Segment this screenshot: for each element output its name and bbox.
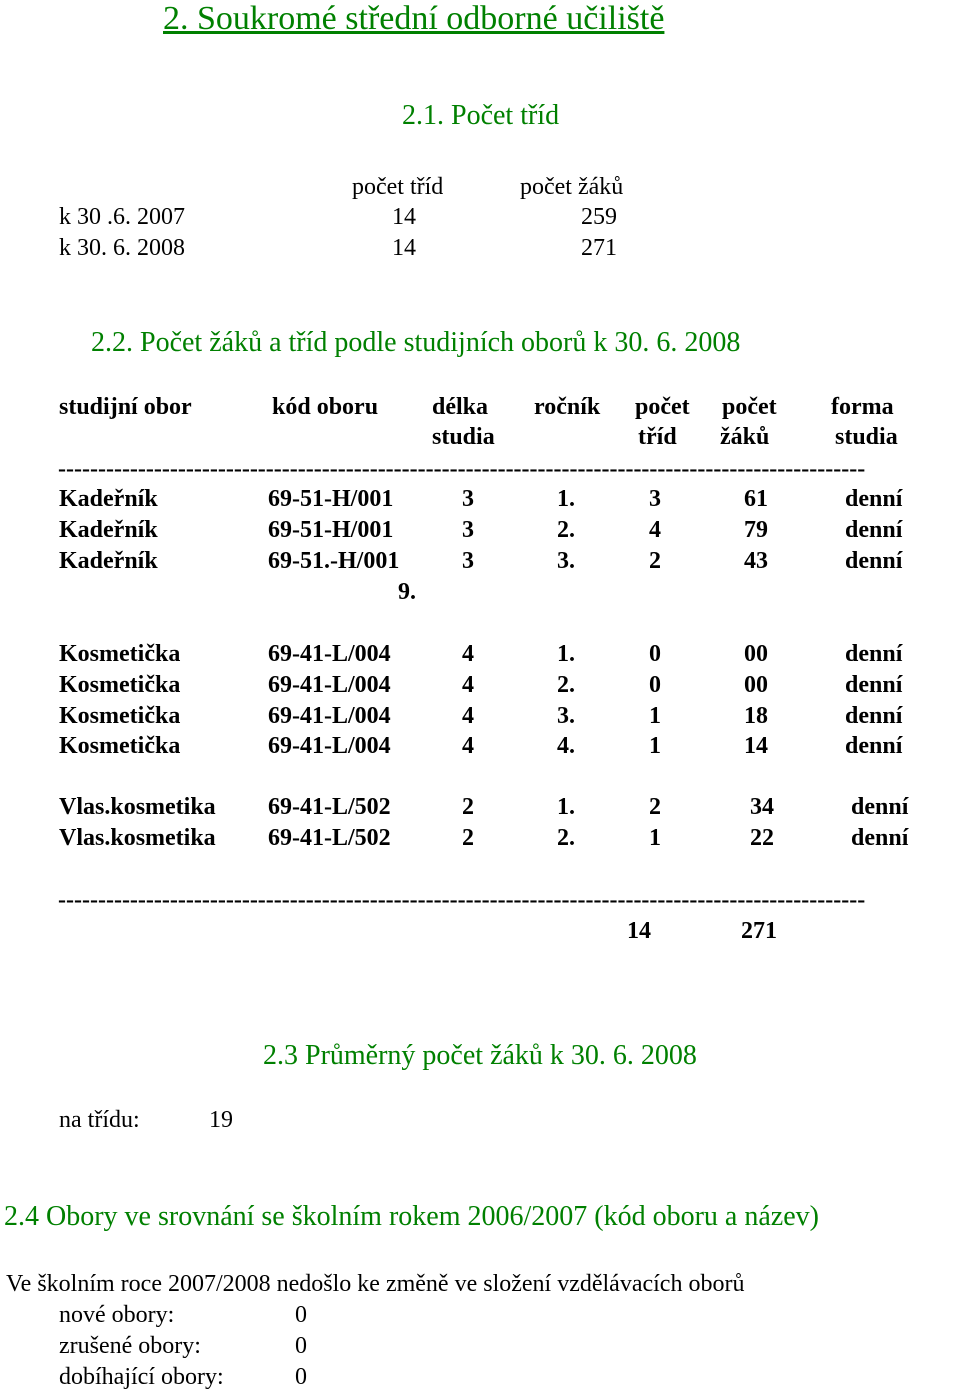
table-cell-trid: 4 [649,517,661,543]
col-header-delka: délka [432,394,489,420]
count-row-classes: 14 [392,204,416,230]
table-cell-trid: 2 [649,548,661,574]
table-cell-kod: 69-51-H/001 [268,486,394,512]
table-cell-forma: denní [845,517,903,543]
table-cell-trid: 1 [649,703,661,729]
table-cell-obor: Kosmetička [59,672,181,698]
col-header-kod: kód oboru [272,394,379,420]
table-cell-rocnik: 2. [557,672,575,698]
count-row-classes: 14 [392,235,416,261]
col-header-pocet-trid: počet [635,394,690,420]
stray-note: 9. [398,579,416,605]
table-cell-kod: 69-51.-H/001 [268,548,400,574]
obory-value: 0 [295,1302,307,1328]
table-cell-zaku: 34 [750,794,774,820]
table-cell-kod: 69-51-H/001 [268,517,394,543]
table-cell-delka: 4 [462,703,474,729]
col-header-obor: studijní obor [59,394,192,420]
table-cell-forma: denní [845,672,903,698]
section-2-4-text: Ve školním roce 2007/2008 nedošlo ke změně ve složení vzdělávacích oborů [6,1271,745,1297]
total-zaku: 271 [741,918,777,944]
table-cell-rocnik: 2. [557,517,575,543]
col-header-forma-studia: studia [835,424,898,450]
table-cell-trid: 1 [649,825,661,851]
table-cell-zaku: 22 [750,825,774,851]
table-cell-rocnik: 2. [557,825,575,851]
section-heading-2-1: 2.1. Počet tříd [402,100,560,131]
average-label: na třídu: [59,1107,140,1133]
header-pocet-zaku: počet žáků [520,174,624,200]
header-pocet-trid: počet tříd [352,174,444,200]
table-cell-forma: denní [851,794,909,820]
table-cell-trid: 3 [649,486,661,512]
table-cell-kod: 69-41-L/502 [268,794,391,820]
table-cell-delka: 4 [462,672,474,698]
table-cell-rocnik: 1. [557,486,575,512]
table-cell-obor: Kosmetička [59,641,181,667]
page-title: 2. Soukromé střední odborné učiliště [163,0,665,37]
table-cell-delka: 3 [462,548,474,574]
table-cell-delka: 2 [462,794,474,820]
table-cell-obor: Kadeřník [59,486,158,512]
table-cell-obor: Vlas.kosmetika [59,825,216,851]
obory-value: 0 [295,1333,307,1359]
table-cell-trid: 0 [649,641,661,667]
table-cell-obor: Kadeřník [59,517,158,543]
table-cell-trid: 0 [649,672,661,698]
table-cell-delka: 4 [462,733,474,759]
table-cell-delka: 3 [462,517,474,543]
col-header-rocnik: ročník [534,394,601,420]
separator-line: ----------------------------------------------------------------------------------------------------- [58,456,866,482]
table-cell-forma: denní [851,825,909,851]
separator-line: ----------------------------------------------------------------------------------------------------- [58,887,866,913]
count-row-date: k 30. 6. 2008 [59,235,185,261]
col-header-trid: tříd [638,424,677,450]
table-cell-delka: 4 [462,641,474,667]
table-cell-trid: 1 [649,733,661,759]
count-row-date: k 30 .6. 2007 [59,204,185,230]
table-cell-forma: denní [845,733,903,759]
table-cell-rocnik: 4. [557,733,575,759]
count-row-students: 271 [581,235,617,261]
col-header-delka-studia: studia [432,424,495,450]
table-cell-kod: 69-41-L/004 [268,672,391,698]
table-cell-kod: 69-41-L/004 [268,641,391,667]
obory-label: nové obory: [59,1302,175,1328]
table-cell-zaku: 00 [744,641,768,667]
col-header-pocet-zaku: počet [722,394,777,420]
count-row-students: 259 [581,204,617,230]
table-cell-zaku: 14 [744,733,768,759]
table-cell-obor: Vlas.kosmetika [59,794,216,820]
table-cell-forma: denní [845,548,903,574]
table-cell-kod: 69-41-L/502 [268,825,391,851]
table-cell-trid: 2 [649,794,661,820]
table-cell-rocnik: 1. [557,641,575,667]
table-cell-rocnik: 3. [557,548,575,574]
table-cell-kod: 69-41-L/004 [268,703,391,729]
section-heading-2-4: 2.4 Obory ve srovnání se školním rokem 2006/2007 (kód oboru a název) [4,1201,819,1232]
table-cell-rocnik: 1. [557,794,575,820]
table-cell-zaku: 61 [744,486,768,512]
obory-label: zrušené obory: [59,1333,201,1359]
table-cell-obor: Kadeřník [59,548,158,574]
table-cell-delka: 2 [462,825,474,851]
table-cell-forma: denní [845,703,903,729]
section-heading-2-3: 2.3 Průměrný počet žáků k 30. 6. 2008 [263,1040,697,1071]
table-cell-kod: 69-41-L/004 [268,733,391,759]
obory-label: dobíhající obory: [59,1364,224,1390]
table-cell-zaku: 18 [744,703,768,729]
table-cell-rocnik: 3. [557,703,575,729]
table-cell-forma: denní [845,641,903,667]
total-trid: 14 [627,918,651,944]
table-cell-zaku: 43 [744,548,768,574]
col-header-forma: forma [831,394,894,420]
table-cell-zaku: 79 [744,517,768,543]
table-cell-obor: Kosmetička [59,703,181,729]
average-value: 19 [209,1107,233,1133]
col-header-zaku: žáků [720,424,770,450]
table-cell-obor: Kosmetička [59,733,181,759]
obory-value: 0 [295,1364,307,1390]
table-cell-forma: denní [845,486,903,512]
table-cell-delka: 3 [462,486,474,512]
section-heading-2-2: 2.2. Počet žáků a tříd podle studijních oborů k 30. 6. 2008 [91,327,741,358]
table-cell-zaku: 00 [744,672,768,698]
